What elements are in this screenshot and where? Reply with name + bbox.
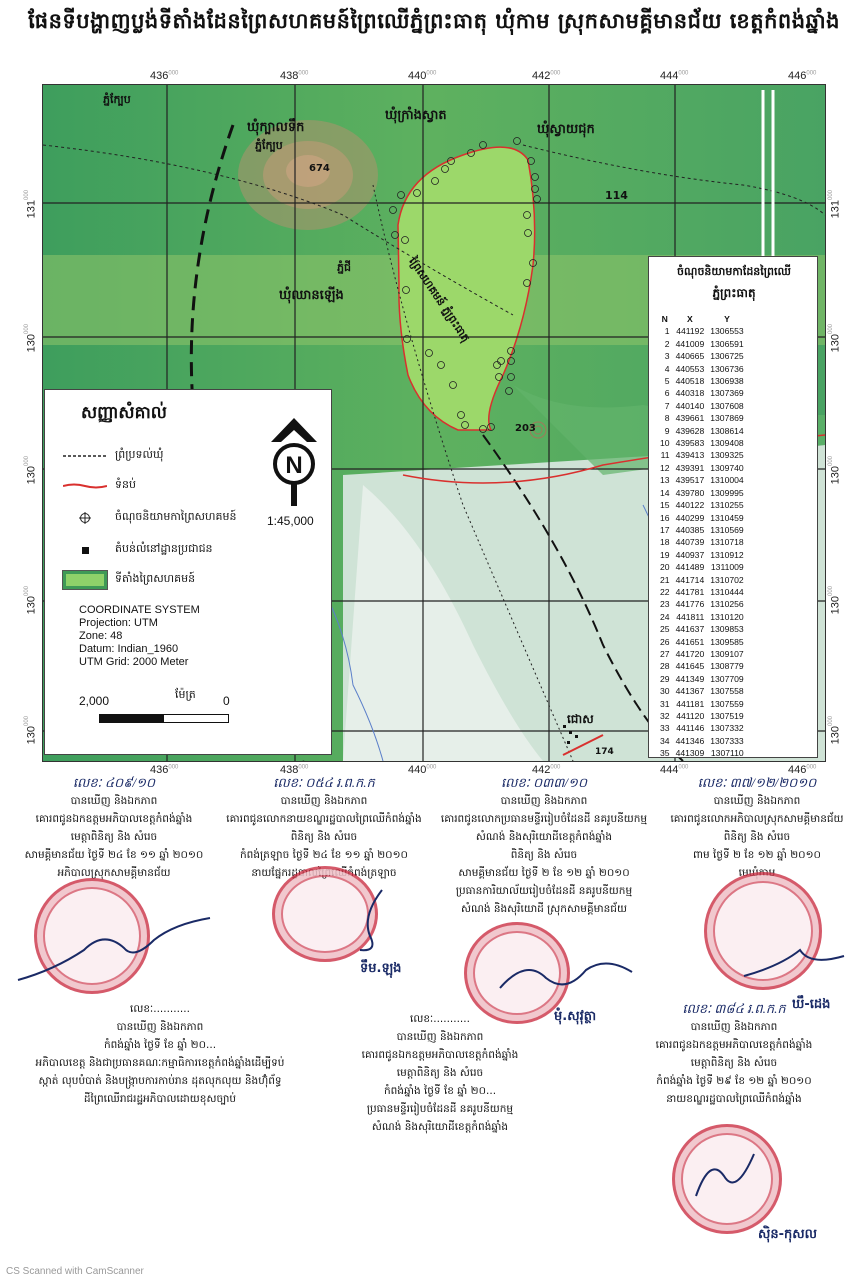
cell-x: 440140 (675, 400, 705, 411)
cell-n: 34 (660, 735, 670, 746)
table-row (657, 722, 747, 734)
coordinate-table-grid (657, 313, 747, 760)
cell-x: 440739 (675, 537, 705, 548)
approval-block-3: លេខៈ ០៣៣/១០ បានឃើញ និងឯកភាព គោរពជូនលោកប្រធានមន្ទីររៀបចំដែនដី នគរូបនីយកម្ម សំណង់ និងសុរិយោដីខេត្តកំពង់ឆ្នាំង ពិនិត្យ និង សំរេច សាមគ្គីមានជ័យ ថ្ងៃទី ២ ខែ ១២ ឆ្នាំ ២០១០ ប្រធានការិយាល័យរៀបចំដែនដី នគរូបនីយកម្ម សំណង់ និងសុរិយោដី ស្រុកសាមគ្គីមានជ័យ (440, 775, 648, 915)
signature-3 (496, 948, 636, 998)
cell-x: 441349 (675, 673, 705, 684)
elevation-114: 114 (605, 189, 628, 202)
forest-swatch (62, 570, 108, 590)
cell-x: 441181 (676, 698, 705, 709)
cell-n: 16 (660, 512, 670, 523)
cell-y: 1310569 (710, 524, 744, 535)
legend-item-settlement (55, 542, 213, 558)
legend-title: សញ្ញាសំគាល់ (81, 403, 167, 423)
cell-x: 441192 (676, 326, 705, 337)
cell-x: 440299 (675, 512, 705, 523)
legend-item-forest-point (55, 510, 236, 526)
table-row (657, 474, 747, 486)
table-subtitle: ភ្នំព្រះធាតុ (712, 286, 756, 300)
table-row (657, 462, 747, 474)
scale-left: 2,000 (79, 694, 110, 708)
x-tick-444-bottom: $444^{000}$ (660, 764, 689, 776)
cell-x: 441146 (676, 723, 705, 734)
cell-n: 2 (664, 338, 670, 349)
cell-x: 441781 (675, 586, 705, 597)
cell-y: 1307608 (710, 400, 744, 411)
y-tick-2-left: $130^{000}$ (24, 324, 38, 353)
mountain-label-3: ភ្នំជី (337, 261, 351, 274)
y-tick-2-right: $130^{000}$ (828, 324, 842, 353)
table-row (657, 685, 747, 697)
cell-n: 11 (660, 450, 670, 461)
cell-x: 441637 (675, 624, 705, 635)
cell-n: 22 (660, 586, 670, 597)
cell-x: 441489 (675, 562, 705, 573)
cell-y: 1307332 (710, 723, 744, 734)
cell-x: 440937 (675, 549, 705, 560)
cell-x: 441720 (675, 648, 705, 659)
cell-y: 1309853 (710, 624, 744, 635)
cell-n: 6 (664, 388, 670, 399)
cell-n: 32 (660, 711, 670, 721)
table-row (657, 611, 747, 623)
cell-y: 1309107 (710, 648, 744, 659)
cell-x: 441811 (676, 611, 705, 622)
scanner-watermark: CS Scanned with CamScanner (6, 1266, 144, 1277)
cell-x: 441645 (675, 661, 705, 672)
cell-n: 3 (664, 351, 670, 362)
signature-1 (14, 910, 214, 990)
cell-x: 439391 (675, 462, 705, 473)
cell-x: 441309 (675, 748, 705, 759)
cell-y: 1307369 (710, 388, 744, 399)
cell-x: 441346 (675, 735, 705, 746)
cell-y: 1310444 (710, 586, 744, 597)
square-icon (82, 547, 89, 554)
cell-x: 441776 (675, 599, 705, 610)
table-row (657, 425, 747, 437)
cell-n: 27 (660, 648, 670, 659)
mountain-label-1: ភ្នំក្បែប (103, 93, 131, 106)
cell-y: 1307333 (710, 735, 744, 746)
elevation-674: 674 (309, 163, 330, 174)
signature-2 (352, 886, 392, 956)
legend-label: ព្រំប្រទល់ឃុំ (115, 448, 164, 461)
cell-y: 1311009 (710, 562, 744, 573)
legend-label: ទំនប់ (115, 478, 136, 491)
point-174-label: 174 (595, 747, 614, 757)
cell-y: 1309740 (710, 462, 744, 473)
cell-x: 439517 (675, 475, 705, 486)
cell-x: 440385 (675, 524, 705, 535)
cell-n: 17 (660, 524, 670, 535)
approval-block-6: លេខៈ........... បានឃើញ និងឯកភាព គោរពជូនឯកឧត្តមអភិបាលខេត្តកំពង់ឆ្នាំង មេត្តាពិនិត្យ និង សំរេច កំពង់ឆ្នាំង ថ្ងៃទី ខែ ឆ្នាំ ២០... ប្រធានមន្ទីររៀបចំដែនដី នគរូបនីយកម្ម សំណង់ និងសុរិយោដីខេត្តកំពង់ឆ្នាំង (361, 1013, 519, 1133)
cell-y: 1310120 (710, 611, 744, 622)
legend-item-dam (55, 478, 136, 494)
cell-n: 31 (660, 698, 670, 709)
legend-label: ចំណុចនិយាមកាព្រៃសហគមន៍ (115, 510, 237, 523)
approval-block-5: លេខៈ........... បានឃើញ និងឯកភាព កំពង់ឆ្នាំង ថ្ងៃទី ខែ ឆ្នាំ ២០... អភិបាលខេត្ត និងជាប្រធានគណៈកម្មាធិការខេត្តកំពង់ឆ្នាំងដើម្បីទប់ ស្កាត់ លុបបំបាត់ និងបង្ក្រាបការកាប់រាន ដុតលុកលុយ និងហ៊ុំព័ទ្ធ ដីព្រៃឈើរាជរដ្ឋអភិបាលដោយខុសច្បាប់ (35, 1003, 285, 1105)
y-tick-4-left: $130^{000}$ (24, 586, 38, 615)
cell-y: 1306938 (710, 376, 744, 387)
cell-x: 439583 (675, 438, 705, 449)
map-title: ផែនទីបង្ហាញប្លង់ទីតាំងដែនព្រៃសហគមន៍ព្រៃឈើភ្នំព្រះធាតុ ឃុំកាម ស្រុកសាមគ្គីមានជ័យ ខេត្តកំពង់ឆ្នាំង (28, 9, 840, 33)
x-tick-438-top: $438^{000}$ (280, 70, 309, 82)
col-header-x: X (687, 314, 693, 324)
table-row (657, 536, 747, 548)
table-row (657, 598, 747, 610)
signature-7 (690, 1146, 760, 1206)
cell-n: 35 (660, 748, 670, 759)
x-tick-438-bottom: $438^{000}$ (280, 764, 309, 776)
map-legend (44, 389, 332, 755)
forest-name-label: ព្រៃសហគមន៍ ភ្នំព្រះធាតុ (406, 255, 473, 345)
commune-label-svay-chuk: ឃុំស្វាយជុក (537, 122, 595, 137)
cell-n: 25 (660, 624, 670, 635)
table-row (657, 648, 747, 660)
x-tick-446-top: $446^{000}$ (788, 70, 817, 82)
table-row (657, 449, 747, 461)
cell-x: 441009 (675, 338, 705, 349)
cell-n: 8 (664, 413, 670, 424)
signature-4 (740, 936, 850, 986)
cell-y: 1309995 (710, 487, 744, 498)
mountain-label-2: ភ្នំក្បែប (255, 139, 283, 152)
x-tick-442-bottom: $442^{000}$ (532, 764, 561, 776)
cell-y: 1309325 (710, 450, 744, 461)
table-row (657, 586, 747, 598)
approval-block-1: លេខៈ ៤០៩/១០ បានឃើញ និងឯកភាព គោរពជូនឯកឧត្តមអភិបាលខេត្តកំពង់ឆ្នាំង មេត្តាពិនិត្យ និង សំរេច សាមគ្គីមានជ័យ ថ្ងៃទី ២៤ ខែ ១១ ឆ្នាំ ២០១០ អភិបាលស្រុកសាមគ្គីមានជ័យ (24, 775, 204, 879)
approval-block-7: លេខៈ ៣៨៤ រ.ព.ក.ក បានឃើញ និងឯកភាព គោរពជូនឯកឧត្តមអភិបាលខេត្តកំពង់ឆ្នាំង មេត្តាពិនិត្យ និង សំរេច កំពង់ឆ្នាំង ថ្ងៃទី ២៩ ខែ ១២ ឆ្នាំ ២០១០ នាយខណ្ឌរដ្ឋបាលព្រៃឈើកំពង់ឆ្នាំង (655, 1001, 813, 1105)
scale-right: 0 (223, 694, 230, 708)
legend-item-commune-boundary (55, 448, 163, 464)
legend-item-forest-area (55, 570, 195, 590)
cell-y: 1310004 (710, 475, 744, 486)
cell-y: 1310459 (710, 512, 744, 523)
cell-x: 441120 (676, 711, 705, 721)
cell-y: 1306591 (710, 338, 744, 349)
commune-label-kbal-teuk: ឃុំក្បាលទឹក (247, 120, 305, 135)
scale-ratio: 1:45,000 (267, 514, 314, 528)
x-tick-436-bottom: $436^{000}$ (150, 764, 179, 776)
cell-n: 19 (660, 549, 670, 560)
approval-block-4: លេខៈ ៣៧/១២/២០១០ បានឃើញ និងឯកភាព គោរពជូនលោកអភិបាលស្រុកសាមគ្គីមានជ័យ ពិនិត្យ និង សំរេច ពាម ថ្ងៃទី ២ ខែ ១២ ឆ្នាំ ២០១០ មេឃុំកាម (670, 775, 844, 879)
cell-x: 439661 (675, 413, 705, 424)
cell-y: 1310912 (710, 549, 744, 560)
table-title: ចំណុចនិយាមកាដែនព្រៃឈើ (677, 265, 791, 278)
table-row (657, 574, 747, 586)
table-row (657, 350, 747, 362)
cell-y: 1306725 (710, 351, 744, 362)
col-header-n: N (661, 314, 668, 324)
col-header-y: Y (724, 314, 730, 324)
table-row (657, 747, 747, 759)
cell-x: 441714 (675, 574, 705, 585)
table-row (657, 325, 747, 337)
table-row (657, 387, 747, 399)
table-row (657, 375, 747, 387)
y-tick-5-right: $130^{000}$ (828, 716, 842, 745)
approval-block-2: លេខៈ ០៥៤ រ.ព.ក.ក បានឃើញ និងឯកភាព គោរពជូនលោកនាយខណ្ឌរដ្ឋបាលព្រៃឈើកំពង់ឆ្នាំង ពិនិត្យ និង សំរេច កំពង់ត្រឡាច ថ្ងៃទី ២៤ ខែ ១១ ឆ្នាំ ២០១០ នាយផ្នែករដ្ឋបាលព្រៃឈើកំពង់ត្រឡាច (226, 775, 422, 879)
coordinate-system: COORDINATE SYSTEM Projection: UTM Zone: 48 Datum: Indian_1960 UTM Grid: 2000 Meter (79, 604, 200, 668)
table-row (657, 400, 747, 412)
y-tick-3-right: $130^{000}$ (828, 456, 842, 485)
x-tick-440-top: $440^{000}$ (408, 70, 437, 82)
cell-y: 1309408 (710, 438, 744, 449)
cell-n: 9 (664, 425, 670, 436)
crosshair-icon (79, 512, 91, 524)
cell-y: 1307519 (710, 711, 744, 721)
y-tick-5-left: $130^{000}$ (24, 716, 38, 745)
cell-y: 1306736 (710, 363, 744, 374)
cell-x: 439628 (675, 425, 705, 436)
table-row (657, 623, 747, 635)
cell-y: 1307559 (710, 698, 744, 709)
table-row (657, 710, 747, 722)
cell-n: 21 (660, 574, 670, 585)
cell-n: 1 (664, 326, 670, 337)
cell-n: 23 (660, 599, 670, 610)
table-row (657, 735, 747, 747)
legend-label: ទីតាំងព្រៃសហគមន៍ (115, 572, 196, 585)
cell-n: 26 (660, 636, 670, 647)
cell-y: 1309585 (710, 636, 744, 647)
cell-y: 1308779 (710, 661, 744, 672)
cell-n: 5 (664, 376, 670, 387)
cell-n: 30 (660, 686, 670, 697)
cell-n: 7 (664, 400, 670, 411)
scale-bar (99, 714, 229, 723)
table-row (657, 636, 747, 648)
table-row (657, 561, 747, 573)
cell-n: 10 (660, 438, 670, 449)
cell-x: 440122 (675, 500, 705, 511)
cell-y: 1307869 (710, 413, 744, 424)
cell-y: 1310255 (710, 500, 744, 511)
x-tick-436-top: $436^{000}$ (150, 70, 179, 82)
north-arrow-icon (267, 416, 321, 508)
cell-x: 441367 (675, 686, 705, 697)
commune-label-kraing-svat: ឃុំក្រាំងស្វាត (385, 108, 447, 123)
cell-y: 1310256 (710, 599, 744, 610)
cell-n: 14 (660, 487, 670, 498)
cell-y: 1307709 (710, 673, 744, 684)
cell-n: 20 (660, 562, 670, 573)
commune-label-chean-laeung: ឃុំឈានឡើង (279, 288, 344, 303)
table-row (657, 698, 747, 710)
elevation-203: 203 (515, 423, 536, 434)
cell-y: 1308614 (710, 425, 744, 436)
cell-y: 1307110 (710, 748, 744, 759)
signature-name-7b: ឃឹ-ដេង (792, 997, 831, 1012)
cell-x: 439413 (675, 450, 705, 461)
signature-name-2: ទឹម.ឡុង (360, 961, 402, 976)
cell-y: 1307558 (710, 686, 744, 697)
y-tick-4-right: $130^{000}$ (828, 586, 842, 615)
cell-y: 1310702 (710, 574, 744, 585)
cell-x: 440665 (675, 351, 705, 362)
scale-unit: ម៉ែត្រ (175, 688, 196, 701)
x-tick-444-top: $444^{000}$ (660, 70, 689, 82)
cell-n: 33 (660, 723, 670, 734)
legend-label: តំបន់លំនៅដ្ឋានប្រជាជន (115, 542, 213, 555)
table-row (657, 499, 747, 511)
cell-x: 440318 (675, 388, 705, 399)
x-tick-446-bottom: $446^{000}$ (788, 764, 817, 776)
table-row (657, 549, 747, 561)
y-tick-3-left: $130^{000}$ (24, 456, 38, 485)
north-letter: N (285, 452, 303, 479)
signature-name-7: ស៊ិន-កុសល (758, 1227, 818, 1242)
village-label: ជោស (567, 712, 594, 726)
cell-n: 4 (664, 363, 670, 374)
table-row (657, 412, 747, 424)
cell-n: 12 (660, 462, 670, 473)
cell-y: 1306553 (710, 326, 744, 337)
table-row (657, 660, 747, 672)
y-tick-1-left: $131^{000}$ (24, 190, 38, 219)
cell-x: 440553 (675, 363, 705, 374)
y-tick-1-right: $131^{000}$ (828, 190, 842, 219)
table-row (657, 524, 747, 536)
table-row (657, 363, 747, 375)
signature-name-3: មុំ.សុវុត្ថា (554, 1009, 597, 1024)
table-row (657, 338, 747, 350)
x-tick-442-top: $442^{000}$ (532, 70, 561, 82)
cell-y: 1310718 (710, 537, 744, 548)
cell-n: 18 (660, 537, 670, 548)
cell-n: 15 (660, 500, 670, 511)
table-row (657, 437, 747, 449)
cell-n: 29 (660, 673, 670, 684)
cell-n: 28 (660, 661, 670, 672)
cell-n: 24 (660, 611, 670, 622)
table-row (657, 512, 747, 524)
table-row (657, 487, 747, 499)
coordinate-table (648, 256, 818, 758)
table-row (657, 673, 747, 685)
cell-x: 440518 (675, 376, 705, 387)
cell-x: 439780 (675, 487, 705, 498)
cell-x: 441651 (675, 636, 705, 647)
cell-n: 13 (660, 475, 670, 486)
x-tick-440-bottom: $440^{000}$ (408, 764, 437, 776)
